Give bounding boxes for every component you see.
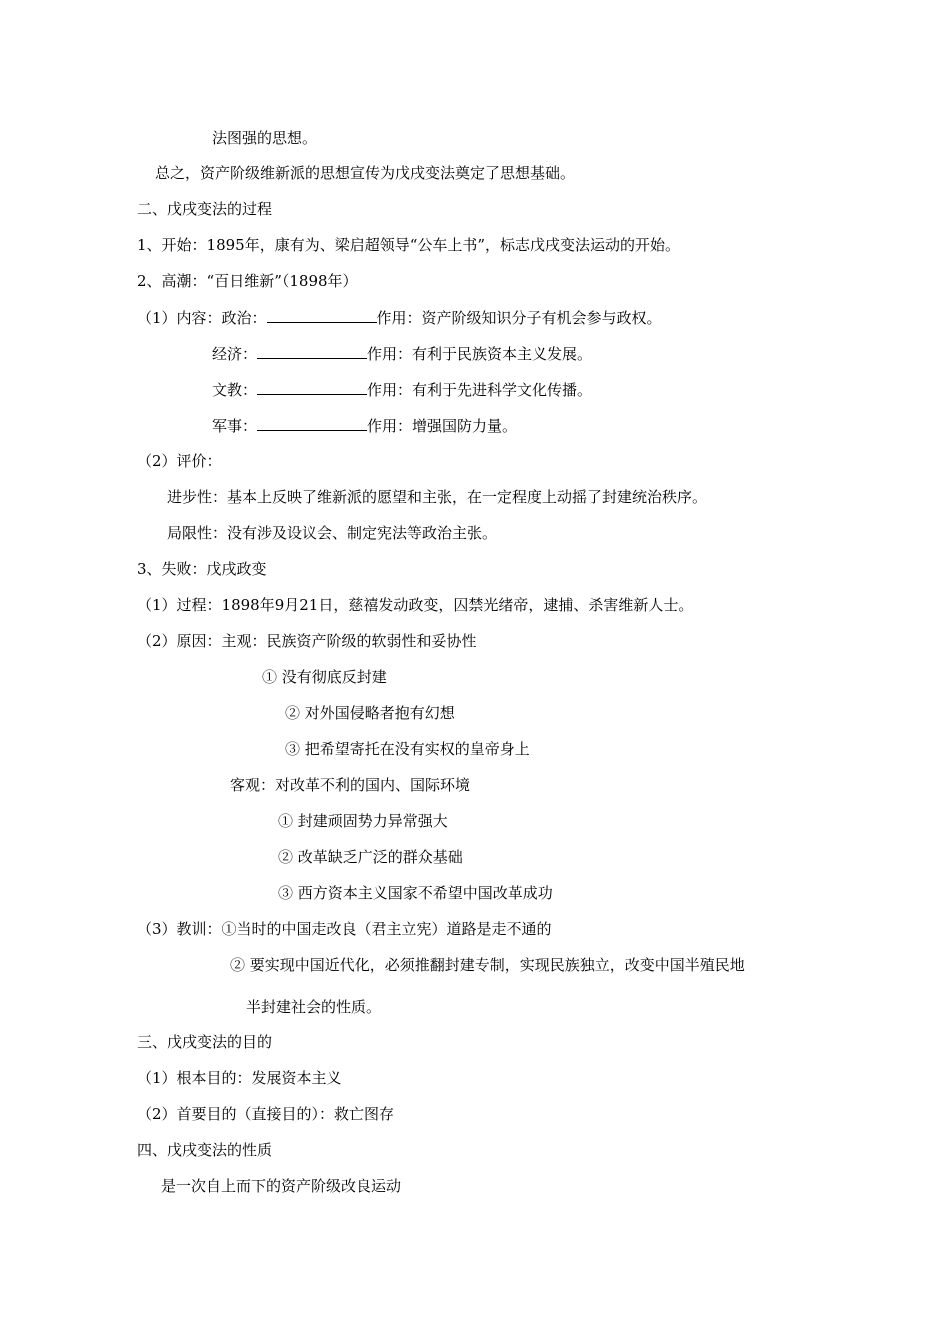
row-effect: 作用：资产阶级知识分子有机会参与政权。 (376, 309, 662, 327)
content-economy-row (212, 343, 592, 364)
list-item: ② 改革缺乏广泛的群众基础 (278, 848, 463, 866)
section-heading: 二、戊戌变法的过程 (137, 200, 273, 218)
text-line: 局限性：没有涉及设议会、制定宪法等政治主张。 (167, 524, 498, 542)
row-label: （1）内容：政治： (137, 309, 267, 327)
text-line: （3）教训：①当时的中国走改良（君主立宪）道路是走不通的 (137, 920, 552, 938)
text-line: 总之，资产阶级维新派的思想宣传为戊戌变法奠定了思想基础。 (155, 164, 576, 182)
content-politics-row (137, 307, 662, 328)
text-line: 2、高潮：“百日维新”（1898年） (137, 272, 358, 290)
list-item: ① 没有彻底反封建 (262, 668, 387, 686)
text-line: 1、开始：1895年，康有为、梁启超领导“公车上书”，标志戊戌变法运动的开始。 (137, 236, 681, 254)
list-item: ① 封建顽固势力异常强大 (278, 812, 448, 830)
text-line: 3、失败：戊戌政变 (137, 560, 267, 578)
row-label: 军事： (212, 417, 258, 435)
text-line: （1）根本目的：发展资本主义 (137, 1069, 342, 1087)
fill-in-blank[interactable] (257, 379, 367, 395)
fill-in-blank[interactable] (257, 343, 367, 359)
content-military-row (212, 415, 517, 436)
content-education-row (212, 379, 592, 400)
fill-in-blank[interactable] (257, 415, 367, 431)
text-line: 半封建社会的性质。 (246, 998, 382, 1016)
text-line: （2）首要目的（直接目的）：救亡图存 (137, 1105, 395, 1123)
list-item: ② 要实现中国近代化，必须推翻封建专制，实现民族独立，改变中国半殖民地 (230, 956, 745, 974)
section-heading: 四、戊戌变法的性质 (137, 1141, 273, 1159)
list-item: ③ 把希望寄托在没有实权的皇帝身上 (285, 740, 530, 758)
section-heading: 三、戊戌变法的目的 (137, 1033, 273, 1051)
list-item: ③ 西方资本主义国家不希望中国改革成功 (278, 884, 553, 902)
text-line: 是一次自上而下的资产阶级改良运动 (161, 1177, 402, 1195)
text-line: 进步性：基本上反映了维新派的愿望和主张，在一定程度上动摇了封建统治秩序。 (167, 488, 708, 506)
text-line: （2）评价： (137, 452, 222, 470)
row-effect: 作用：有利于先进科学文化传播。 (367, 381, 593, 399)
row-effect: 作用：有利于民族资本主义发展。 (367, 345, 593, 363)
row-label: 经济： (212, 345, 258, 363)
fill-in-blank[interactable] (267, 307, 377, 323)
row-label: 文教： (212, 381, 258, 399)
list-item: ② 对外国侵略者抱有幻想 (285, 704, 455, 722)
row-effect: 作用：增强国防力量。 (367, 417, 518, 435)
text-line: （1）过程：1898年9月21日，慈禧发动政变，囚禁光绪帝，逮捕、杀害维新人士。 (137, 596, 694, 614)
text-line: （2）原因：主观：民族资产阶级的软弱性和妥协性 (137, 632, 477, 650)
text-line: 客观：对改革不利的国内、国际环境 (230, 776, 471, 794)
text-line: 法图强的思想。 (212, 129, 318, 147)
